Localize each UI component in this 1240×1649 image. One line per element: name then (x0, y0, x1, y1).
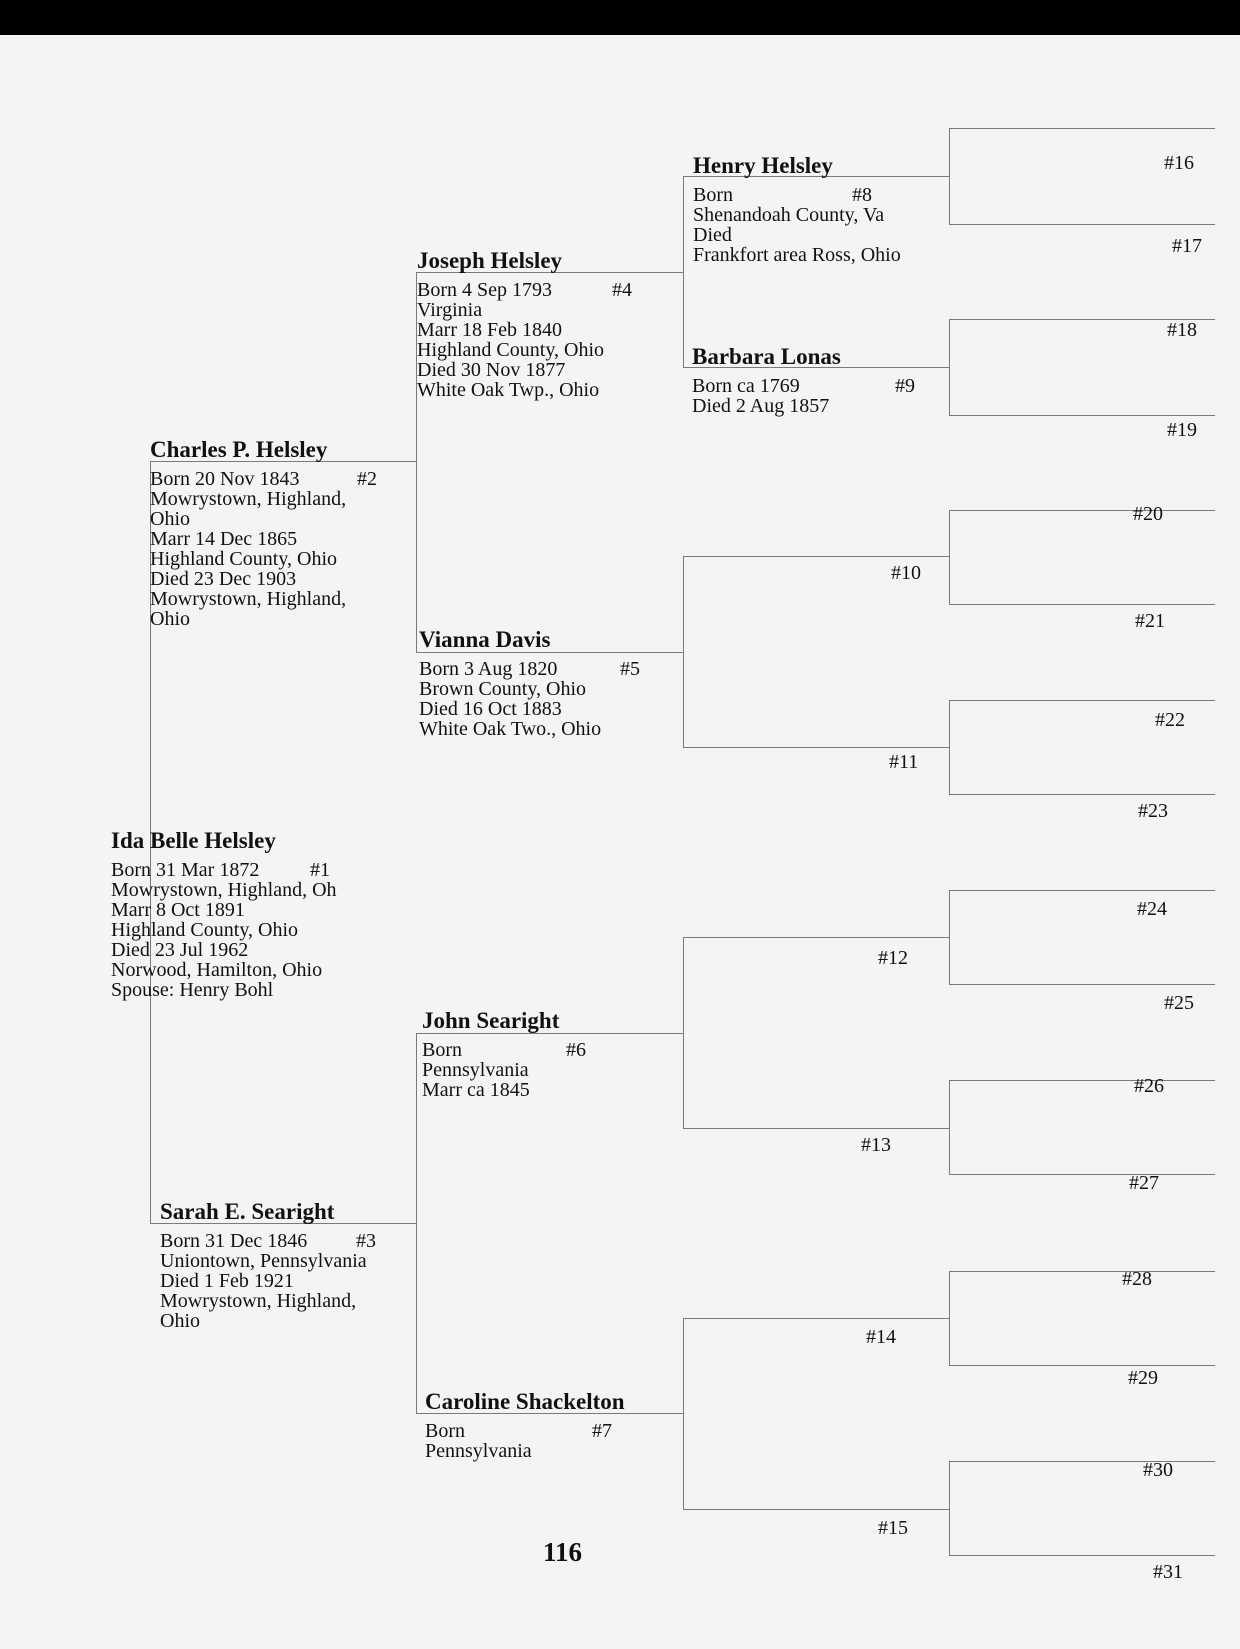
detail-line: Mowrystown, Highland, (160, 1290, 357, 1312)
detail-line: White Oak Two., Ohio (419, 718, 602, 740)
connector-line (949, 1080, 950, 1174)
detail-line: Born (693, 184, 733, 206)
connector-line (949, 984, 1215, 985)
detail-line: Mowrystown, Highland, (150, 588, 347, 610)
detail-line: Born (425, 1420, 465, 1442)
person-5 (419, 627, 682, 739)
slot-number-13: #13 (861, 1134, 891, 1156)
person-name: Barbara Lonas (692, 344, 841, 369)
detail-line: White Oak Twp., Ohio (417, 379, 600, 401)
detail-line: Ohio (150, 608, 190, 630)
connector-line (949, 128, 1215, 129)
connector-line (949, 700, 1215, 701)
connector-line (949, 1461, 1215, 1462)
person-details (417, 280, 682, 400)
slot-number-15: #15 (878, 1517, 908, 1539)
detail-line: Norwood, Hamilton, Ohio (111, 959, 323, 981)
slot-number-17: #17 (1172, 235, 1202, 257)
detail-line: Marr ca 1845 (422, 1079, 530, 1101)
connector-line (683, 1318, 684, 1509)
detail-line: Uniontown, Pennsylvania (160, 1250, 367, 1272)
slot-number-10: #10 (891, 562, 921, 584)
connector-line (949, 1461, 950, 1555)
detail-line: Born 31 Mar 1872 (111, 859, 260, 881)
slot-number-22: #22 (1155, 709, 1185, 731)
slot-number-20: #20 (1133, 503, 1163, 525)
slot-number-23: #23 (1138, 800, 1168, 822)
detail-line: Pennsylvania (422, 1059, 529, 1081)
detail-line: Died (693, 224, 732, 246)
detail-line: Ohio (150, 508, 190, 530)
person-details (419, 659, 682, 739)
person-name: Ida Belle Helsley (111, 828, 276, 853)
connector-line (949, 224, 1215, 225)
connector-line (949, 700, 950, 794)
detail-line: Highland County, Ohio (150, 548, 338, 570)
person-name: Vianna Davis (419, 627, 551, 652)
slot-number-18: #18 (1167, 319, 1197, 341)
detail-line: Frankfort area Ross, Ohio (693, 244, 901, 266)
detail-line: Marr 14 Dec 1865 (150, 528, 298, 550)
connector-line (949, 890, 950, 984)
slot-number-30: #30 (1143, 1459, 1173, 1481)
detail-line: Highland County, Ohio (111, 919, 299, 941)
slot-number-16: #16 (1164, 152, 1194, 174)
person-details (160, 1231, 415, 1331)
person-number: #9 (895, 375, 915, 397)
detail-line: Pennsylvania (425, 1440, 532, 1462)
person-details (693, 185, 948, 265)
person-number: #8 (852, 184, 872, 206)
connector-line (683, 1318, 949, 1319)
connector-line (416, 1033, 417, 1413)
slot-number-26: #26 (1134, 1075, 1164, 1097)
connector-line (949, 128, 950, 224)
connector-line (949, 1174, 1215, 1175)
detail-line: Mowrystown, Highland, Oh (111, 879, 337, 901)
connector-line (949, 510, 1215, 511)
connector-line (683, 1128, 949, 1129)
slot-number-21: #21 (1135, 610, 1165, 632)
detail-line: Born (422, 1039, 462, 1061)
person-3 (160, 1199, 415, 1331)
connector-line (683, 1509, 949, 1510)
person-details (422, 1040, 682, 1100)
person-1 (111, 828, 381, 1000)
person-name: Caroline Shackelton (425, 1389, 625, 1414)
connector-line (949, 510, 950, 604)
slot-number-14: #14 (866, 1326, 896, 1348)
detail-line: Died 23 Jul 1962 (111, 939, 249, 961)
connector-line (949, 794, 1215, 795)
person-7 (425, 1389, 682, 1461)
detail-line: Mowrystown, Highland, (150, 488, 347, 510)
person-8 (693, 153, 948, 265)
connector-line (949, 1080, 1215, 1081)
detail-line: Ohio (160, 1310, 200, 1332)
detail-line: Marr 8 Oct 1891 (111, 899, 245, 921)
detail-line: Died 16 Oct 1883 (419, 698, 562, 720)
person-4 (417, 248, 682, 400)
person-details (425, 1421, 682, 1461)
detail-line: Virginia (417, 299, 483, 321)
person-number: #3 (356, 1230, 376, 1252)
detail-line: Spouse: Henry Bohl (111, 979, 274, 1001)
connector-line (683, 556, 684, 747)
person-number: #1 (310, 859, 330, 881)
slot-number-25: #25 (1164, 992, 1194, 1014)
detail-line: Marr 18 Feb 1840 (417, 319, 562, 341)
detail-line: Brown County, Ohio (419, 678, 587, 700)
connector-line (949, 319, 950, 415)
person-name: John Searight (422, 1008, 560, 1033)
slot-number-28: #28 (1122, 1268, 1152, 1290)
detail-line: Born 31 Dec 1846 (160, 1230, 308, 1252)
slot-number-19: #19 (1167, 419, 1197, 441)
slot-number-31: #31 (1153, 1561, 1183, 1583)
connector-line (683, 556, 949, 557)
person-name: Henry Helsley (693, 153, 833, 178)
connector-line (949, 1365, 1215, 1366)
connector-line (949, 1271, 1215, 1272)
slot-number-11: #11 (889, 751, 919, 773)
detail-line: Born 20 Nov 1843 (150, 468, 300, 490)
slot-number-27: #27 (1129, 1172, 1159, 1194)
person-name: Charles P. Helsley (150, 437, 328, 462)
slot-number-12: #12 (878, 947, 908, 969)
slot-number-24: #24 (1137, 898, 1167, 920)
slot-number-29: #29 (1128, 1367, 1158, 1389)
detail-line: Born 4 Sep 1793 (417, 279, 552, 301)
person-details (150, 469, 415, 629)
person-name: Joseph Helsley (417, 248, 563, 273)
connector-line (949, 1271, 950, 1365)
person-6 (422, 1008, 682, 1100)
person-name: Sarah E. Searight (160, 1199, 335, 1224)
person-2 (150, 437, 415, 629)
person-number: #2 (357, 468, 377, 490)
connector-line (683, 937, 684, 1128)
person-9 (692, 344, 948, 416)
person-number: #5 (620, 658, 640, 680)
connector-line (683, 747, 949, 748)
connector-line (683, 176, 684, 368)
detail-line: Born 3 Aug 1820 (419, 658, 558, 680)
person-number: #4 (612, 279, 632, 301)
connector-line (949, 890, 1215, 891)
detail-line: Died 1 Feb 1921 (160, 1270, 294, 1292)
detail-line: Died 23 Dec 1903 (150, 568, 297, 590)
connector-line (949, 415, 1215, 416)
detail-line: Born ca 1769 (692, 375, 800, 397)
connector-line (949, 1555, 1215, 1556)
detail-line: Died 30 Nov 1877 (417, 359, 566, 381)
person-number: #7 (592, 1420, 612, 1442)
connector-line (683, 937, 949, 938)
detail-line: Highland County, Ohio (417, 339, 605, 361)
connector-line (949, 604, 1215, 605)
person-number: #6 (566, 1039, 586, 1061)
page-number: 116 (543, 1537, 583, 1567)
detail-line: Died 2 Aug 1857 (692, 395, 830, 417)
person-details (111, 860, 381, 1000)
detail-line: Shenandoah County, Va (693, 204, 885, 226)
